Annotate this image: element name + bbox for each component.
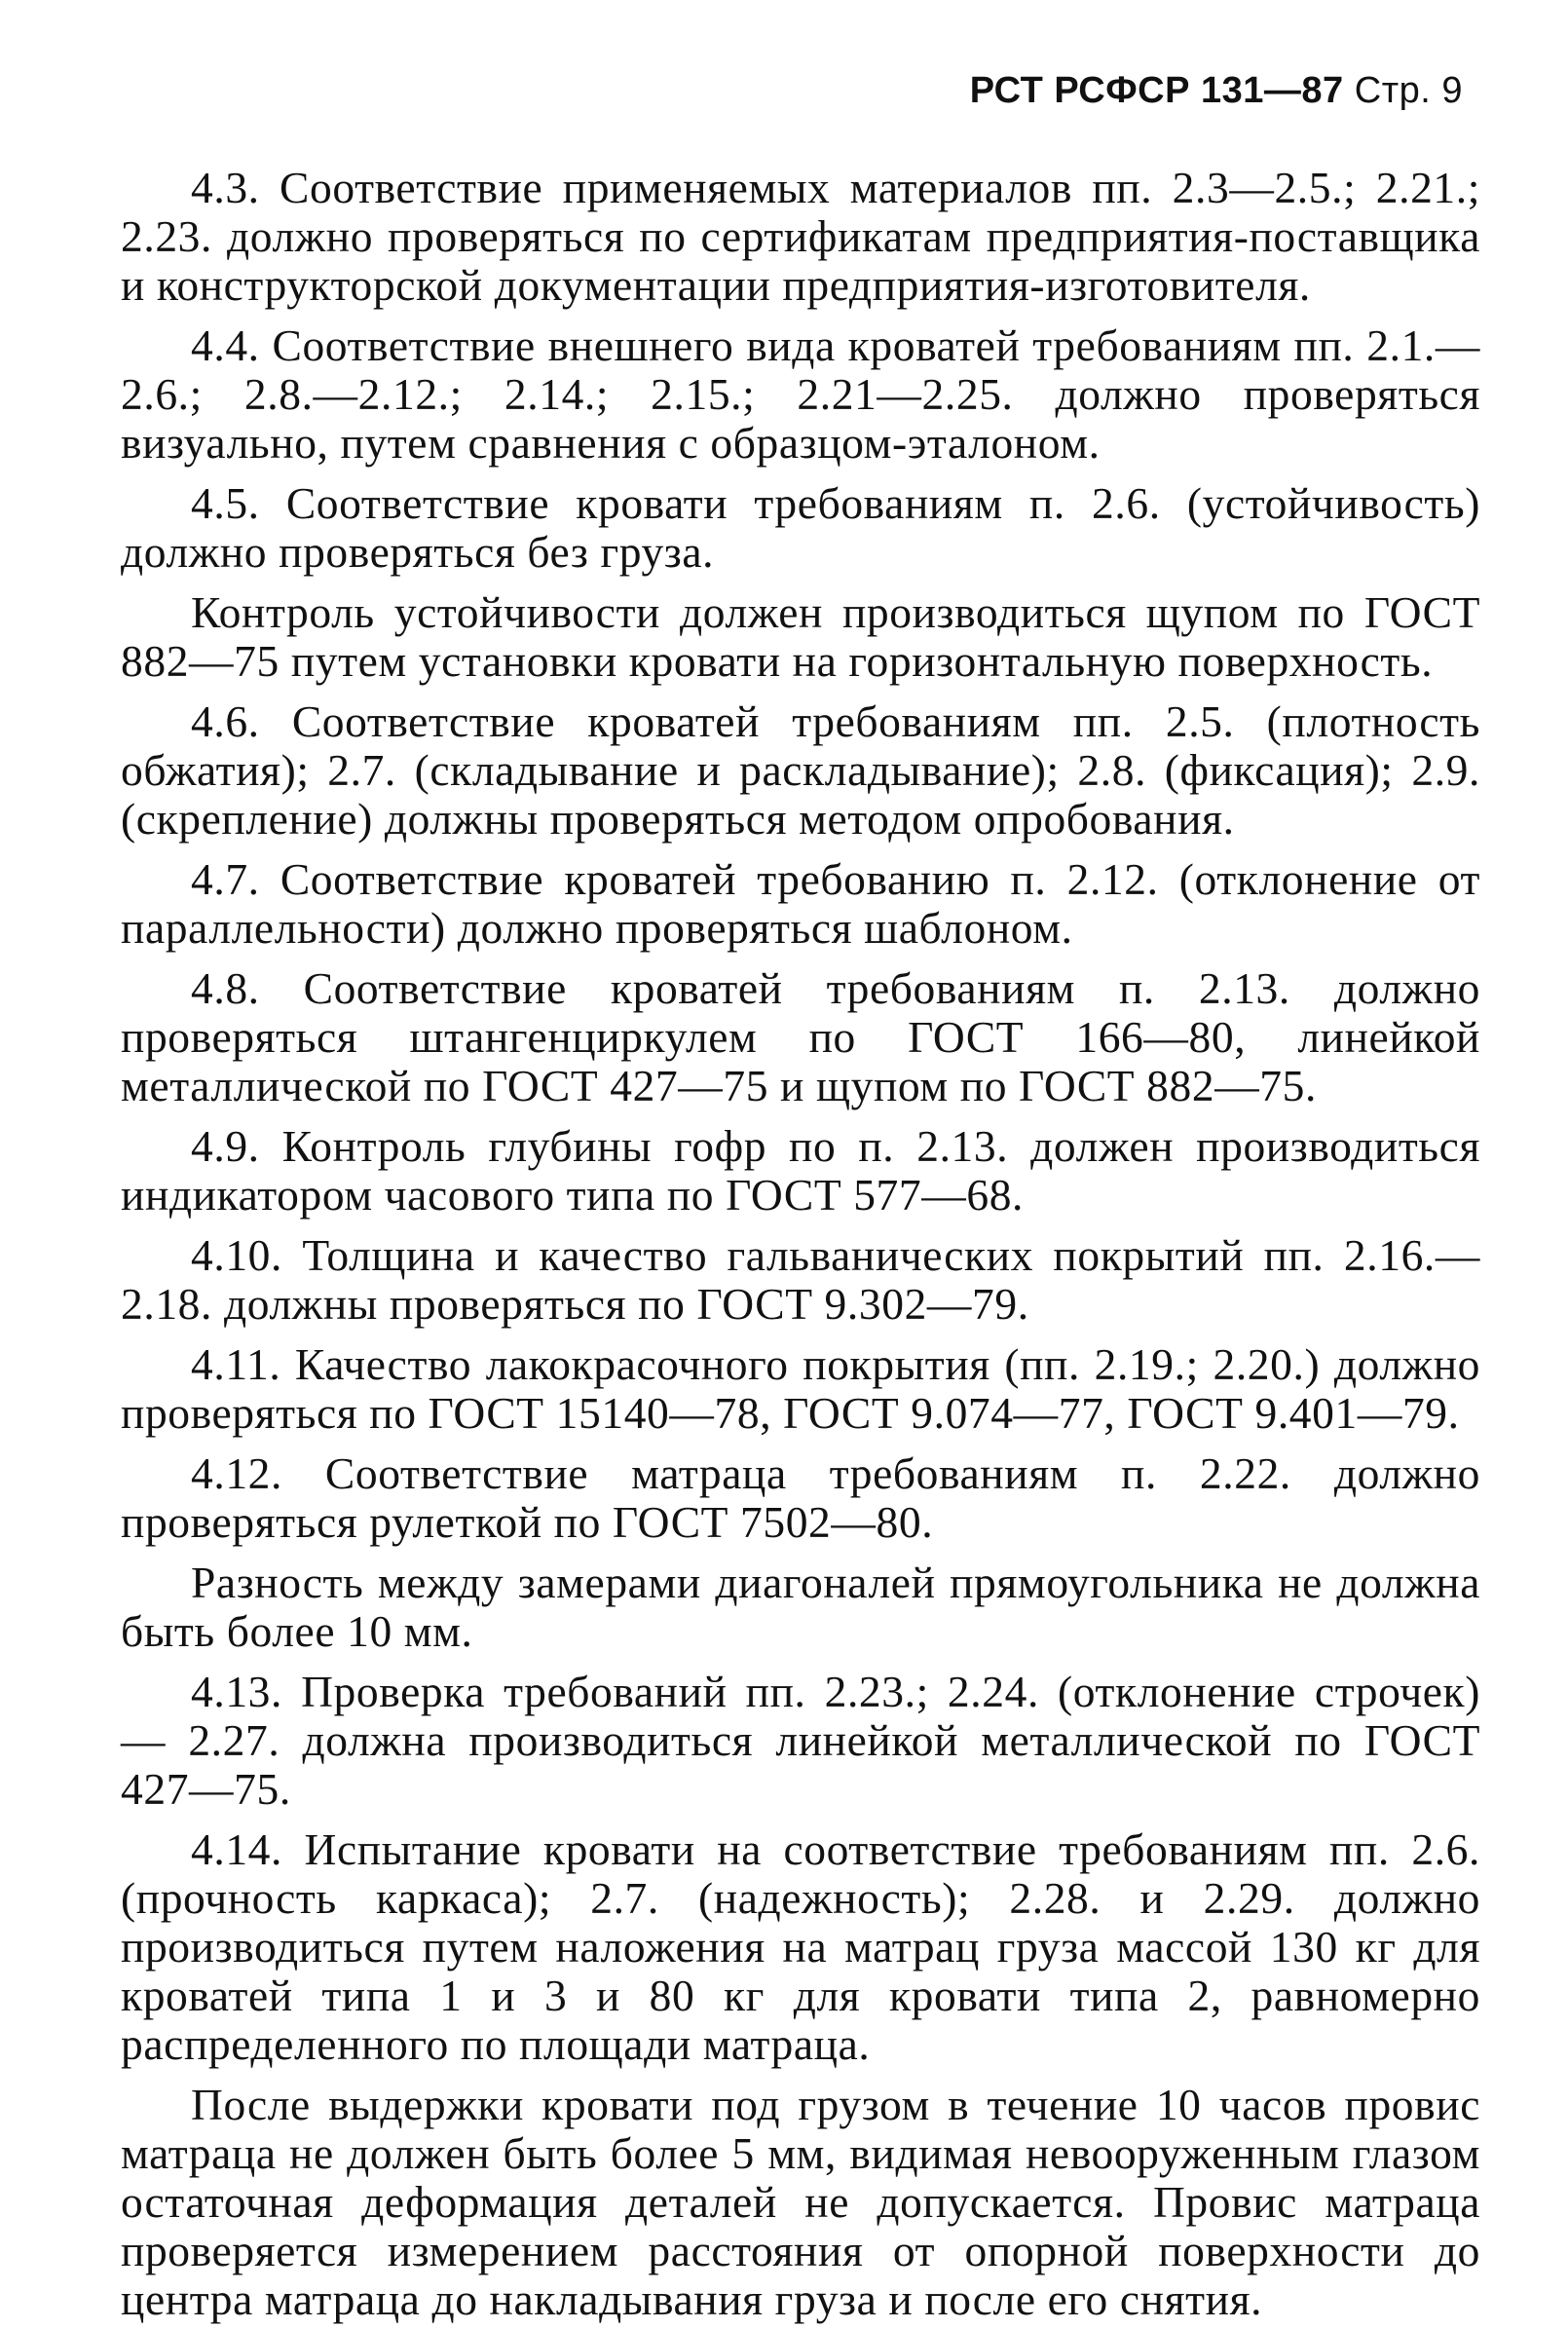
paragraph-4-6: 4.6. Соответствие кроватей требованиям пп. 2.5. (плотность обжатия); 2.7. (складывание и раскладывание); 2.8. (фиксация); 2.9. (скрепление) должны проверяться методом опробования. xyxy=(121,696,1480,844)
page-number: Стр. 9 xyxy=(1354,70,1463,111)
paragraph-4-5: 4.5. Соответствие кровати требованиям п. 2.6. (устойчивость) должно проверяться без груза. xyxy=(121,478,1480,577)
standard-number: РСТ РСФСР 131—87 xyxy=(969,70,1344,111)
paragraph-4-10: 4.10. Толщина и качество гальванических покрытий пп. 2.16.—2.18. должны проверяться по ГОСТ 9.302—79. xyxy=(121,1230,1480,1329)
paragraph-4-13: 4.13. Проверка требований пп. 2.23.; 2.24. (отклонение строчек) — 2.27. должна производиться линейкой металлической по ГОСТ 427—75. xyxy=(121,1667,1480,1814)
paragraph-stability-control: Контроль устойчивости должен производиться щупом по ГОСТ 882—75 путем установки кровати на горизонтальную поверхность. xyxy=(121,587,1480,686)
document-body xyxy=(121,164,1480,2324)
paragraph-4-4: 4.4. Соответствие внешнего вида кроватей требованиям пп. 2.1.—2.6.; 2.8.—2.12.; 2.14.; 2.15.; 2.21—2.25. должно проверяться визуально, путем сравнения с образцом-эталоном. xyxy=(121,320,1480,468)
paragraph-4-9: 4.9. Контроль глубины гофр по п. 2.13. должен производиться индикатором часового типа по ГОСТ 577—68. xyxy=(121,1121,1480,1220)
paragraph-4-14: 4.14. Испытание кровати на соответствие требованиям пп. 2.6. (прочность каркаса); 2.7. (надежность); 2.28. и 2.29. должно производиться путем наложения на матрац груза массой 130 кг для кроватей типа 1 и 3 и 80 кг для кровати типа 2, равномерно распределенного по площади матраца. xyxy=(121,1824,1480,2069)
page-header xyxy=(970,70,1463,112)
paragraph-4-7: 4.7. Соответствие кроватей требованию п. 2.12. (отклонение от параллельности) должно проверяться шаблоном. xyxy=(121,854,1480,953)
paragraph-sag-measurement: После выдержки кровати под грузом в течение 10 часов провис матраца не должен быть более 5 мм, видимая невооруженным глазом остаточная деформация деталей не допускается. Провис матраца проверяется измерением расстояния от опорной поверхности до центра матраца до накладывания груза и после его снятия. xyxy=(121,2080,1480,2324)
paragraph-4-3: 4.3. Соответствие применяемых материалов пп. 2.3—2.5.; 2.21.; 2.23. должно проверяться по сертификатам предприятия-поставщика и конструкторской документации предприятия-изготовителя. xyxy=(121,163,1480,310)
paragraph-4-11: 4.11. Качество лакокрасочного покрытия (пп. 2.19.; 2.20.) должно проверяться по ГОСТ 15140—78, ГОСТ 9.074—77, ГОСТ 9.401—79. xyxy=(121,1339,1480,1438)
paragraph-4-12: 4.12. Соответствие матраца требованиям п. 2.22. должно проверяться рулеткой по ГОСТ 7502—80. xyxy=(121,1448,1480,1547)
paragraph-4-8: 4.8. Соответствие кроватей требованиям п. 2.13. должно проверяться штангенциркулем по ГОСТ 166—80, линейкой металлической по ГОСТ 427—75 и щупом по ГОСТ 882—75. xyxy=(121,963,1480,1110)
paragraph-diagonal-difference: Разность между замерами диагоналей прямоугольника не должна быть более 10 мм. xyxy=(121,1558,1480,1656)
